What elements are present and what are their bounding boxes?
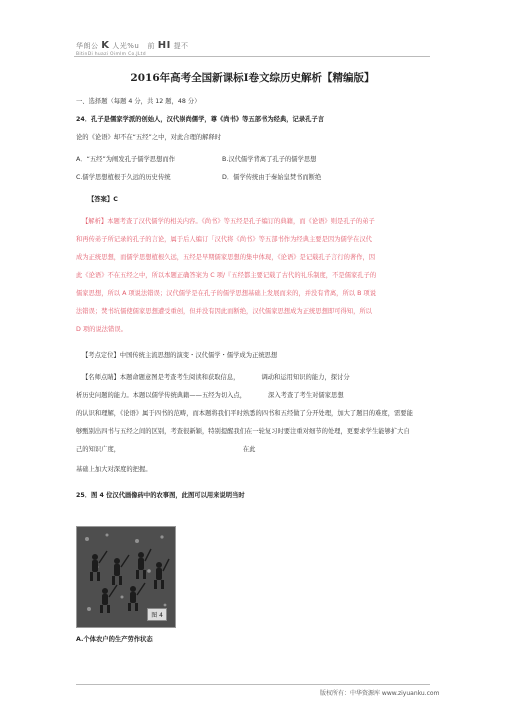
comment-line: 基础上加大对深度的把握。: [76, 466, 152, 473]
brand-part: 人光%u: [112, 42, 140, 50]
brand-part: HI: [157, 40, 171, 51]
publisher-header: [76, 40, 276, 57]
figure-label: 图 4: [147, 608, 167, 621]
analysis-line: 【解析】本题考查了汉代儒学的相关内容。《尚书》等五经是孔子编订的典籍，而《论语》则是孔子的弟子: [82, 218, 375, 225]
brand-part: 前: [147, 42, 155, 50]
publisher-name-en: BitinDi huazi Oimlm Co.JLtd: [76, 52, 146, 57]
comment-line: 够甄别出四书与五经之间的区别，考查很新颖，特别提醒我们在一轮复习时要注重对细节的处理，更要求学生能够扩大自: [76, 428, 410, 435]
q25-stem: 25．图 4 位汉代画像砖中的农事图，此图可以用来说明当时: [76, 492, 245, 499]
q24-option-d: D．儒学传统由于秦始皇焚书而断绝: [222, 174, 322, 181]
footer-copyright: 版权所有：中华资源库 www.ziyuanku.com: [320, 690, 440, 697]
header-divider: [74, 56, 430, 57]
q24-option-c: C.儒学思想植根于久远的历史传统: [76, 174, 171, 181]
analysis-line: 法错误；焚书坑儒使儒家思想遭受重创，但并没有因此而断绝，汉代儒家思想成为正统思想即可得知，所以: [76, 308, 372, 315]
q24-answer: 【答案】C: [88, 196, 118, 203]
comment-line: 的认识和理解，《论语》属于四书的范畴，而本题将我们平时熟悉的四书和五经做了分开处理，加大了题目的难度，需要能: [76, 410, 413, 417]
brand-part: K: [101, 40, 110, 51]
analysis-line: 成为正统思想，而儒学思想植根久远，五经是早期儒家思想的集中体现，《论语》是记载孔子言行的著作，因: [76, 254, 376, 261]
section-heading: 一、选择题（每题 4 分，共 12 题，48 分）: [76, 98, 201, 105]
knowledge-point: 【考点定位】中国传统主流思想的演变・汉代儒学・儒学成为正统思想: [82, 352, 278, 359]
comment-line: 【名师点睛】本题命题意图是考查考生阅读和获取信息， 调动和运用知识的能力，探讨分: [82, 374, 350, 381]
document-title: 2016年高考全国新课标Ⅰ卷文综历史解析【精编版】: [130, 72, 375, 84]
han-brick-farming-image: [76, 526, 176, 628]
comment-line: 析历史问题的能力。本题以儒学传统典籍——五经为切入点， 深入考查了考生对儒家思想: [76, 392, 344, 399]
brand-part: 华朗公: [76, 42, 99, 50]
q24-stem-line-2: 论的《论语》却不在“五经”之中，对此合理的解释时: [76, 134, 222, 141]
comment-line: 己的知识广度， 在此: [76, 446, 256, 453]
q24-stem-line-1: 24．孔子是儒家学派的创始人，汉代崇尚儒学，尊《尚书》等五部书为经典，记录孔子言: [76, 116, 325, 123]
footer-divider: [76, 684, 430, 685]
analysis-line: D 项的说法错误。: [76, 326, 127, 333]
analysis-line: 儒家思想，所以 A 项说法错误；汉代儒学是在孔子的儒学思想基础上发展而来的，并没有背离，所以 B 项说: [76, 290, 376, 297]
analysis-line: 此《论语》不在五经之中，所以本题正确答案为 C 项/『五经都主要记载了古代的礼乐制度，不是儒家孔子的: [76, 272, 377, 279]
analysis-line: 和再传弟子所记录的孔子的言论，属于后人编订「汉代将《尚书》等五部书作为经典主要是因为儒学在汉代: [76, 236, 372, 243]
q24-option-b: B.汉代儒学背离了孔子的儒学思想: [222, 156, 317, 163]
brand-part: 提不: [173, 42, 189, 50]
q24-option-a: A．“五经”为阐发孔子儒学思想而作: [76, 156, 175, 163]
q25-option-a: A.个体农户的生产劳作状态: [76, 636, 153, 643]
publisher-name: [76, 40, 276, 51]
